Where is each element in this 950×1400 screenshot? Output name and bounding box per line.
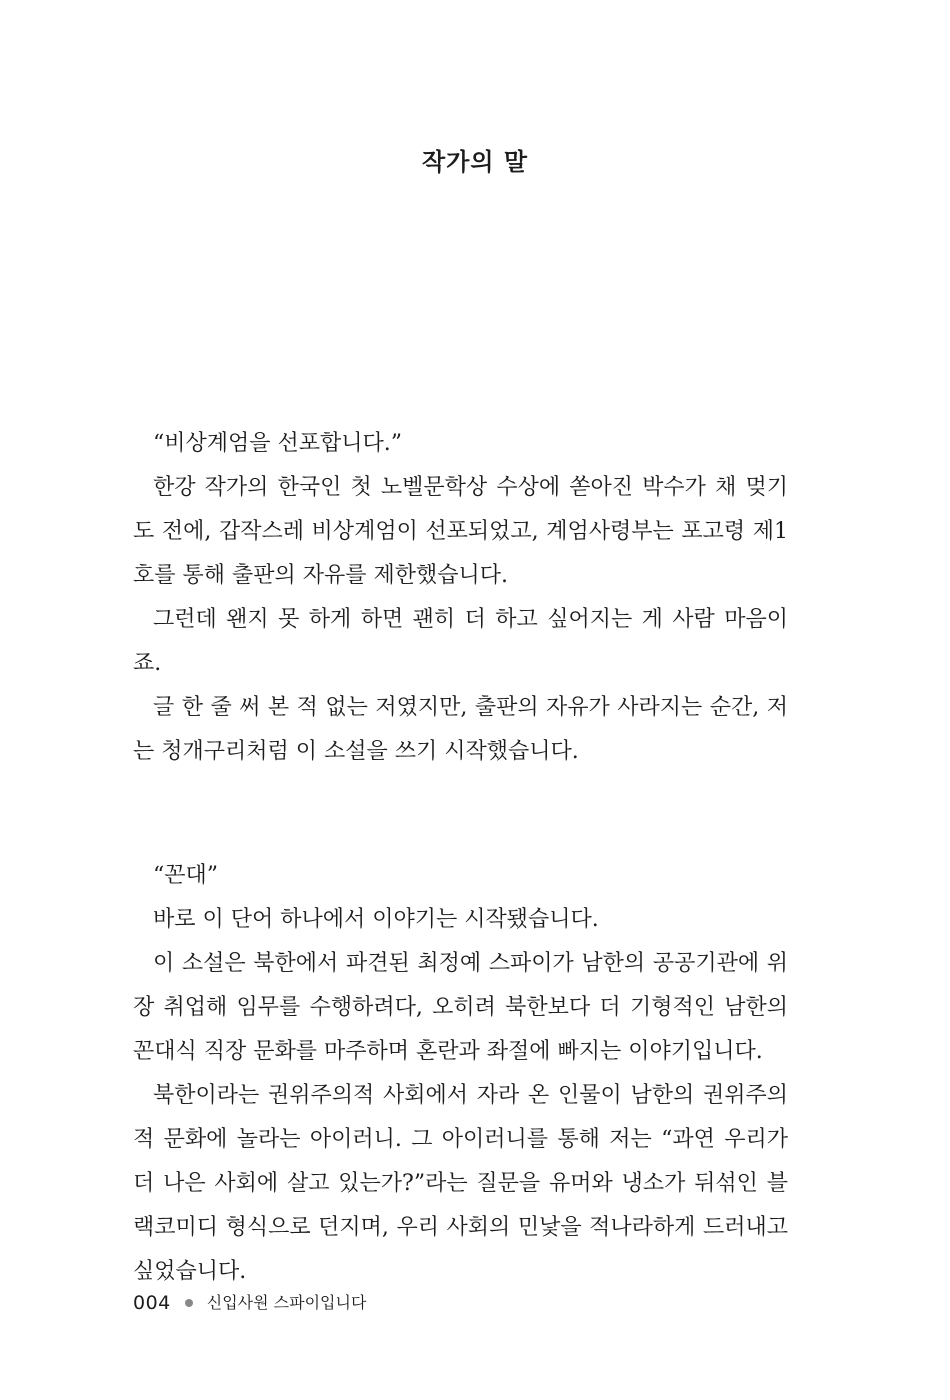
section-gap bbox=[133, 774, 788, 854]
page-title: 작가의 말 bbox=[421, 148, 529, 176]
paragraph: 그런데 왠지 못 하게 하면 괜히 더 하고 싶어지는 게 사람 마음이죠. bbox=[133, 607, 788, 676]
paragraph: 한강 작가의 한국인 첫 노벨문학상 수상에 쏟아진 박수가 채 멎기도 전에, 갑작스레 비상계엄이 선포되었고, 계엄사령부는 포고령 제1호를 통해 출판의 자유를 제한했습니다. bbox=[133, 475, 788, 588]
body-text bbox=[133, 422, 788, 1294]
paragraph: “비상계엄을 선포합니다.” bbox=[153, 431, 403, 456]
page-footer bbox=[133, 1288, 366, 1318]
paragraph: “꼰대” bbox=[153, 863, 218, 888]
page-number: 004 bbox=[133, 1292, 171, 1314]
paragraph: 바로 이 단어 하나에서 이야기는 시작됐습니다. bbox=[153, 907, 599, 932]
paragraph: 이 소설은 북한에서 파견된 최정예 스파이가 남한의 공공기관에 위장 취업해 임무를 수행하려다, 오히려 북한보다 더 기형적인 남한의 꼰대식 직장 문화를 마주하며 혼란과 좌절에 빠지는 이야기입니다. bbox=[133, 951, 788, 1064]
running-title: 신입사원 스파이입니다 bbox=[206, 1293, 367, 1312]
bullet-icon bbox=[185, 1299, 193, 1307]
paragraph: 글 한 줄 써 본 적 없는 저였지만, 출판의 자유가 사라지는 순간, 저는 청개구리처럼 이 소설을 쓰기 시작했습니다. bbox=[133, 695, 788, 764]
paragraph: 북한이라는 권위주의적 사회에서 자라 온 인물이 남한의 권위주의적 문화에 놀라는 아이러니. 그 아이러니를 통해 저는 “과연 우리가 더 나은 사회에 살고 있는가?”라는 질문을 유머와 냉소가 뒤섞인 블랙코미디 형식으로 던지며, 우리 사회의 민낯을 적나라하게 드러내고 싶었습니다. bbox=[133, 1083, 788, 1284]
